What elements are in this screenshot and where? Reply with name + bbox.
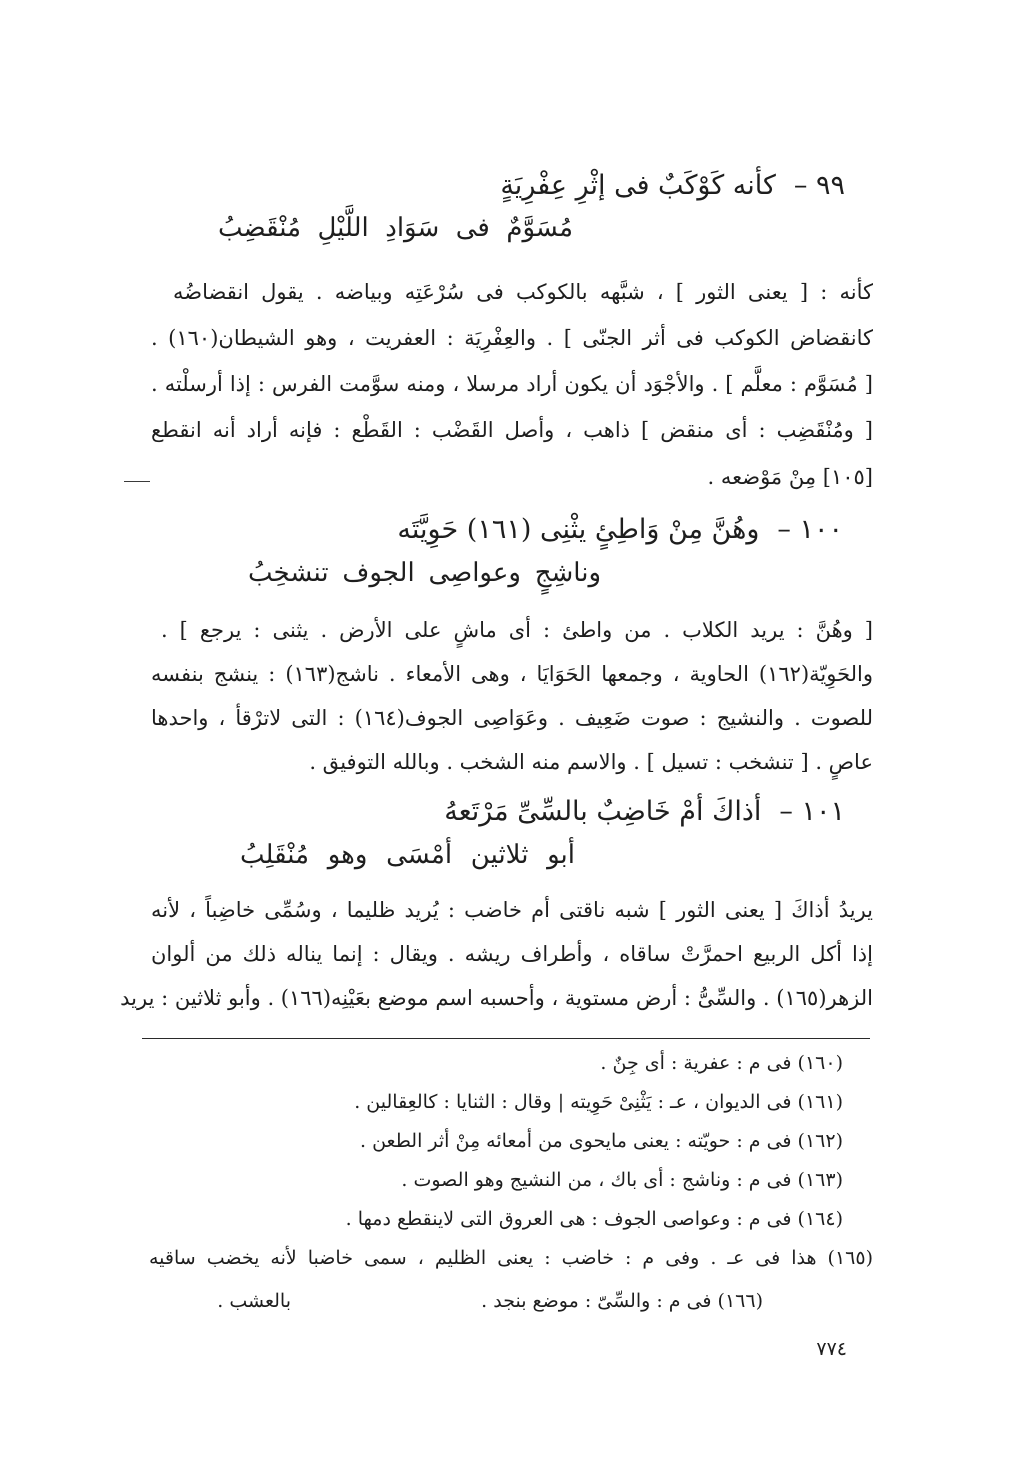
commentary-line: إذا أكل الربيع احمرَّتْ ساقاه ، وأطراف ريشه . ويقال : إنما يناله ذلك من ألوان [151,942,873,966]
commentary-line: [١٠٥] مِنْ مَوْضعه . [707,465,873,489]
hemistich-text: مُسَوَّمٌ فى سَوَادِ اللَّيْلِ مُنْقَضِبُ [218,213,573,243]
hemistich-text: وناشِجٍ وعواصِى الجوف تنشخِبُ [248,558,601,588]
verse-number: ١٠٠ – [777,514,843,545]
footnote-separator [142,1038,870,1039]
page-number: ٧٧٤ [816,1338,847,1360]
footnote-165-continuation: بالعشب . [217,1290,291,1312]
footnote-166: (١٦٦) فى م : والسِّىّ : موضع بنجد . [481,1290,763,1312]
verse-101-first-hemistich [365,798,845,825]
commentary-line: كأنه : [ يعنى الثور ] ، شبَّهه بالكوكب فى سُرْعَتِه وبياضه . يقول انقضاضُه [173,280,873,304]
footnote-161: (١٦١) فى الديوان ، عـ : يَثْنِىْ حَوِيته | وقال : الثنايا : كالعِقالين . [354,1091,843,1113]
footnote-160: (١٦٠) فى م : عفرية : أى جِنٌ . [600,1052,843,1074]
hemistich-text: أبو ثلاثين أمْسَى وهو مُنْقَلِبُ [240,840,575,870]
margin-mark [124,481,150,482]
footnote-164: (١٦٤) فى م : وعواصى الجوف : هى العروق التى لاينقطع دمها . [345,1208,843,1230]
verse-99-second-hemistich [218,215,573,241]
verse-100-second-hemistich [248,560,601,586]
hemistich-text: أذاكَ أمْ خَاضِبٌ بالسِّىِّ مَرْتَعهُ [444,796,762,827]
commentary-line: عاصٍ . [ تنشخب : تسيل ] . والاسم منه الشخب . وبالله التوفيق . [309,750,873,774]
verse-number: ١٠١ – [779,796,845,827]
verse-99-first-hemistich [325,172,845,199]
footnote-165: (١٦٥) هذا فى عـ . وفى م : خاضب : يعنى الظليم ، سمى خاضبا لأنه يخضب ساقيه [149,1247,873,1269]
verse-101-second-hemistich [240,842,575,868]
footnote-162: (١٦٢) فى م : حويّته : يعنى مايحوى من أمعائه مِنْ أثر الطعن . [360,1130,843,1152]
hemistich-text: وهُنَّ مِنْ وَاطِئٍ يثْنِى (١٦١) حَوِيَّتَه [397,514,760,545]
commentary-line: كانقضاض الكوكب فى أثر الجنّى ] . والعِفْرِيَة : العفريت ، وهو الشيطان(١٦٠) . [151,326,873,350]
commentary-line: الزهر(١٦٥) . والسِّىُّ : أرض مستوية ، وأحسبه اسم موضع بعَيْنِه(١٦٦) . وأبو ثلاثين : يريد [120,986,873,1010]
hemistich-text: كأنه كَوْكَبٌ فى إثْرِ عِفْرِيَةٍ [500,170,776,201]
footnote-163: (١٦٣) فى م : وناشج : أى باك ، من النشيج وهو الصوت . [401,1169,843,1191]
commentary-line: [ مُسَوَّم : معلَّم ] . والأجْوَد أن يكون أراد مرسلا ، ومنه سوَّمت الفرس : إذا أرسلْته . [151,372,873,396]
verse-100-first-hemistich [323,516,843,543]
commentary-line: والحَوِيّة(١٦٢) الحاوية ، وجمعها الحَوَايَا ، وهى الأمعاء . ناشج(١٦٣) : ينشج بنفسه [151,662,874,686]
commentary-line: [ وهُنَّ : يريد الكلاب . من واطئ : أى ماشٍ على الأرض . يثنى : يرجع ] . [161,618,873,642]
verse-number: ٩٩ – [793,170,845,201]
commentary-line: للصوت . والنشيج : صوت ضَعِيف . وعَوَاصِى الجوف(١٦٤) : التى لاترْقأ ، واحدها [151,706,873,730]
commentary-line: يريدُ أذاكَ [ يعنى الثور ] شبه ناقتى أم خاضب : يُريد ظليما ، وسُمِّى خاضِباً ، لأنه [151,898,873,922]
commentary-line: [ ومُنْقَضِب : أى منقض ] ذاهب ، وأصل القَضْب : القَطْع : فإنه أراد أنه انقطع [151,418,873,442]
